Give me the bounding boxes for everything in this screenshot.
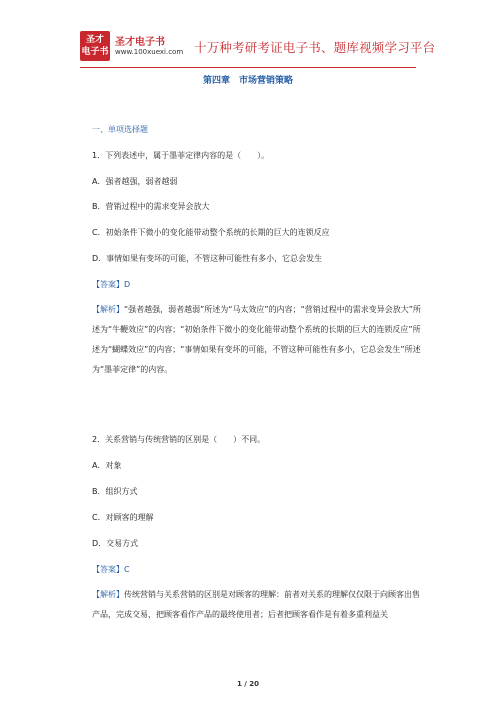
- analysis-label: 【解析】: [92, 590, 124, 599]
- question-1-analysis: [92, 300, 424, 380]
- brand-url: www.100xuexi.com: [115, 48, 184, 56]
- chapter-title: 第四章 市场营销策略: [202, 76, 293, 86]
- section-title: 一、单项选择题: [92, 125, 148, 134]
- question-1-option-b: B．营销过程中的需求变异会放大: [92, 202, 210, 211]
- page-number: 1 / 20: [236, 680, 260, 688]
- question-2-analysis: [92, 585, 424, 625]
- analysis-text: 传统营销与关系营销的区别是对顾客的理解：前者对关系的理解仅仅限于向顾客出售产品，完成交易，把顾客看作产品的最终使用者；后者把顾客看作是有着多重利益关: [92, 590, 420, 619]
- question-2-option-a: A．对象: [92, 461, 122, 470]
- analysis-label: 【解析】: [92, 305, 124, 314]
- logo-text-top: 圣才: [85, 35, 104, 45]
- question-2-option-b: B．组织方式: [92, 487, 138, 496]
- brand-name: 圣才电子书: [115, 37, 165, 48]
- analysis-text: “强者越强，弱者越弱”所述为“马太效应”的内容；“营销过程中的需求变异会放大”所述为“牛鞭效应”的内容；“初始条件下微小的变化能带动整个系统的长期的巨大的连锁反应”所述为“蝴蝶效应”的内容；“事情如果有变坏的可能，不管这种可能性有多小，它总会发生”所述为“墨菲定律”的内容。: [92, 305, 421, 374]
- question-2-stem: 2．关系营销与传统营销的区别是（ ）不同。: [92, 435, 266, 444]
- question-2-option-c: C．对顾客的理解: [92, 513, 154, 522]
- question-1-stem: 1．下列表述中，属于墨菲定律内容的是（ ）。: [92, 151, 270, 160]
- header-divider: [80, 67, 416, 68]
- question-1-option-c: C．初始条件下微小的变化能带动整个系统的长期的巨大的连锁反应: [92, 228, 330, 237]
- question-1-option-a: A．强者越强，弱者越弱: [92, 177, 178, 186]
- question-2-answer: 【答案】C: [92, 565, 130, 574]
- question-2-option-d: D．交易方式: [92, 539, 139, 548]
- header-slogan: 十万种考研考证电子书、题库视频学习平台: [194, 40, 436, 55]
- logo: [80, 31, 110, 61]
- question-1-option-d: D．事情如果有变坏的可能，不管这种可能性有多小，它总会发生: [92, 254, 323, 263]
- question-1-answer: 【答案】D: [92, 280, 131, 289]
- page-header: [0, 0, 496, 70]
- logo-text-bottom: 电子书: [81, 47, 109, 57]
